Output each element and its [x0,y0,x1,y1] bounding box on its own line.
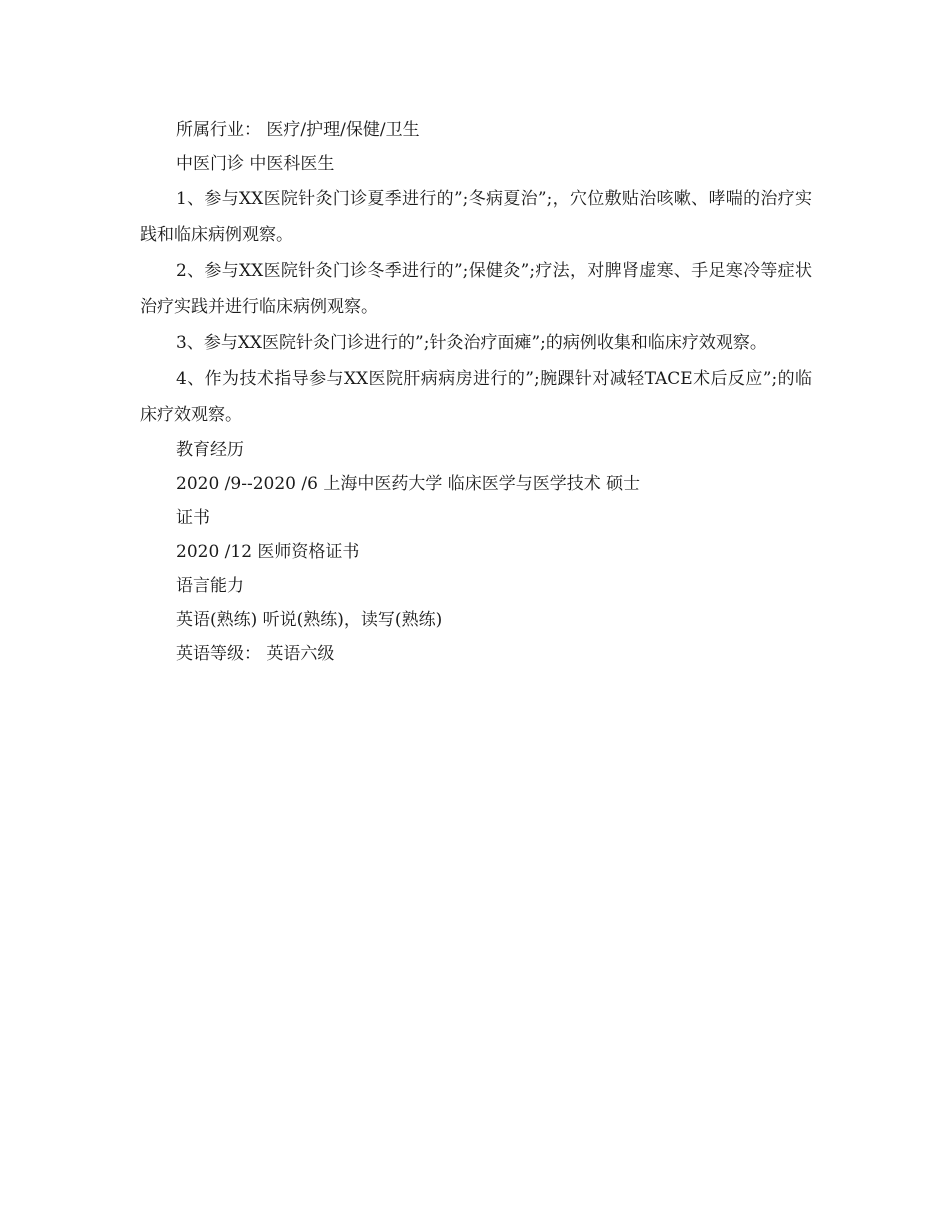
education-entry: 2020 /9--2020 /6 上海中医药大学 临床医学与医学技术 硕士 [176,474,641,494]
english-skill-line: 英语(熟练) 听说(熟练)，读写(熟练) [176,610,443,630]
english-level-line: 英语等级： 英语六级 [176,644,335,664]
experience-item-4: 4、作为技术指导参与XX医院肝病病房进行的”;腕踝针对减轻TACE术后反应”;的临床疗效观察。 [140,369,812,425]
certificate-entry: 2020 /12 医师资格证书 [176,542,360,562]
resume-content [140,113,812,671]
position-line: 中医门诊 中医科医生 [176,154,335,174]
experience-item-2: 2、参与XX医院针灸门诊冬季进行的”;保健灸”;疗法，对脾肾虚寒、手足寒冷等症状治疗实践并进行临床病例观察。 [140,261,812,317]
certificates-heading: 证书 [176,508,210,528]
experience-item-3: 3、参与XX医院针灸门诊进行的”;针灸治疗面瘫”;的病例收集和临床疗效观察。 [176,333,767,353]
education-heading: 教育经历 [176,440,244,460]
industry-line: 所属行业： 医疗/护理/保健/卫生 [176,120,420,140]
experience-item-1: 1、参与XX医院针灸门诊夏季进行的”;冬病夏治”;，穴位敷贴治咳嗽、哮喘的治疗实践和临床病例观察。 [140,189,812,245]
language-heading: 语言能力 [176,576,244,596]
